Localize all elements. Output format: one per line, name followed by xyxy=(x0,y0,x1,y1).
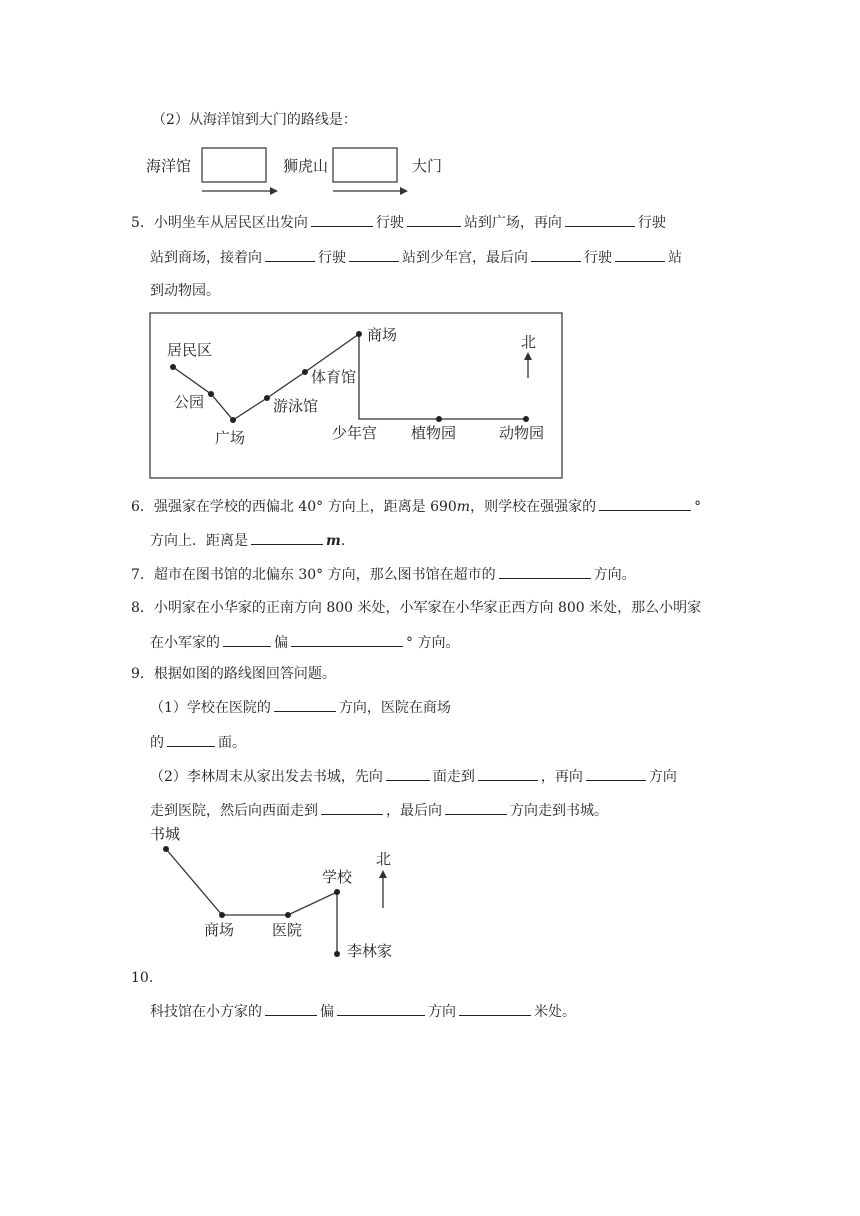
q5-route-map xyxy=(149,312,564,480)
q6-blank-2[interactable] xyxy=(251,530,323,545)
q8-line2: 在小军家的 偏 ° 方向。 xyxy=(150,632,459,653)
q6-blank-1[interactable] xyxy=(599,496,691,511)
map-label-residential: 居民区 xyxy=(167,341,213,359)
q5-blank-5[interactable] xyxy=(349,247,399,262)
map-north-label: 北 xyxy=(521,333,537,351)
q8-line1: 8．小明家在小华家的正南方向 800 米处，小军家在小华家正西方向 800 米处，那么小明家 xyxy=(131,600,702,616)
q9-route-map xyxy=(140,820,430,968)
map-label-pool: 游泳馆 xyxy=(273,397,319,415)
map-label-home: 李林家 xyxy=(347,942,393,960)
q5-line1: 5．小明坐车从居民区出发向 行驶 站到广场，再向 行驶 xyxy=(131,212,666,233)
q10-line: 科技馆在小方家的 偏 方向 米处。 xyxy=(150,1001,576,1022)
q9-sub2-line1: （2）李林周末从家出发去书城，先向 面走到 ，再向 方向 xyxy=(150,766,677,787)
map-label-hospital: 医院 xyxy=(272,921,303,939)
q9-blank-7[interactable] xyxy=(445,800,507,815)
q5-blank-7[interactable] xyxy=(615,247,665,262)
q9-blank-1[interactable] xyxy=(274,697,336,712)
q5-line3: 到动物园。 xyxy=(150,283,220,299)
route-mid-label: 狮虎山 xyxy=(283,157,329,175)
q10-number: 10. xyxy=(131,970,154,986)
map-north-label: 北 xyxy=(376,850,392,868)
q5-blank-1[interactable] xyxy=(311,212,373,227)
map-label-youth-palace: 少年宫 xyxy=(332,424,378,442)
q9-sub2-line2: 走到医院，然后向西面走到 ，最后向 方向走到书城。 xyxy=(150,800,608,821)
arrow-right-icon xyxy=(400,187,408,195)
map-label-bookstore: 书城 xyxy=(150,825,181,843)
q9-blank-3[interactable] xyxy=(386,766,430,781)
q10-blank-3[interactable] xyxy=(459,1001,531,1016)
q9-blank-5[interactable] xyxy=(586,766,646,781)
q6-line1: 6．强强家在学校的西偏北 40° 方向上，距离是 690m，则学校在强强家的 ° xyxy=(131,496,701,517)
route-answer-box-2[interactable] xyxy=(333,148,397,182)
route-end-label: 大门 xyxy=(412,157,443,175)
q9-blank-2[interactable] xyxy=(167,732,215,747)
q6-line2: 方向上．距离是 m． xyxy=(150,530,355,551)
q9-blank-6[interactable] xyxy=(321,800,383,815)
map-label-mall: 商场 xyxy=(204,921,235,939)
q9-blank-4[interactable] xyxy=(478,766,538,781)
q5-line2: 站到商场，接着向 行驶 站到少年宫，最后向 行驶 站 xyxy=(150,247,682,268)
q8-blank-2[interactable] xyxy=(291,632,403,647)
q7-line: 7．超市在图书馆的北偏东 30° 方向，那么图书馆在超市的 方向。 xyxy=(131,564,636,585)
map-label-gym: 体育馆 xyxy=(311,368,357,386)
map-label-botanical: 植物园 xyxy=(411,424,457,442)
route-start-label: 海洋馆 xyxy=(146,157,192,175)
map-label-park: 公园 xyxy=(174,393,205,411)
q5-blank-6[interactable] xyxy=(531,247,581,262)
map-label-school: 学校 xyxy=(322,868,353,886)
q10-blank-1[interactable] xyxy=(265,1001,317,1016)
q5-blank-3[interactable] xyxy=(565,212,635,227)
q9-sub1-line1: （1）学校在医院的 方向，医院在商场 xyxy=(150,697,451,718)
q10-blank-2[interactable] xyxy=(337,1001,425,1016)
q4-route-diagram xyxy=(140,140,460,200)
q5-blank-4[interactable] xyxy=(265,247,315,262)
map-label-zoo: 动物园 xyxy=(499,424,545,442)
q5-blank-2[interactable] xyxy=(407,212,461,227)
q7-blank[interactable] xyxy=(499,564,591,579)
q8-blank-1[interactable] xyxy=(223,632,271,647)
route-answer-box-1[interactable] xyxy=(202,148,266,182)
q4-sub2-text: （2）从海洋馆到大门的路线是： xyxy=(152,112,357,128)
arrow-right-icon xyxy=(270,187,278,195)
q9-title: 9．根据如图的路线图回答问题。 xyxy=(131,666,336,682)
map-label-mall: 商场 xyxy=(367,326,398,344)
q9-sub1-line2: 的 面。 xyxy=(150,732,246,753)
map-label-square: 广场 xyxy=(215,429,246,447)
